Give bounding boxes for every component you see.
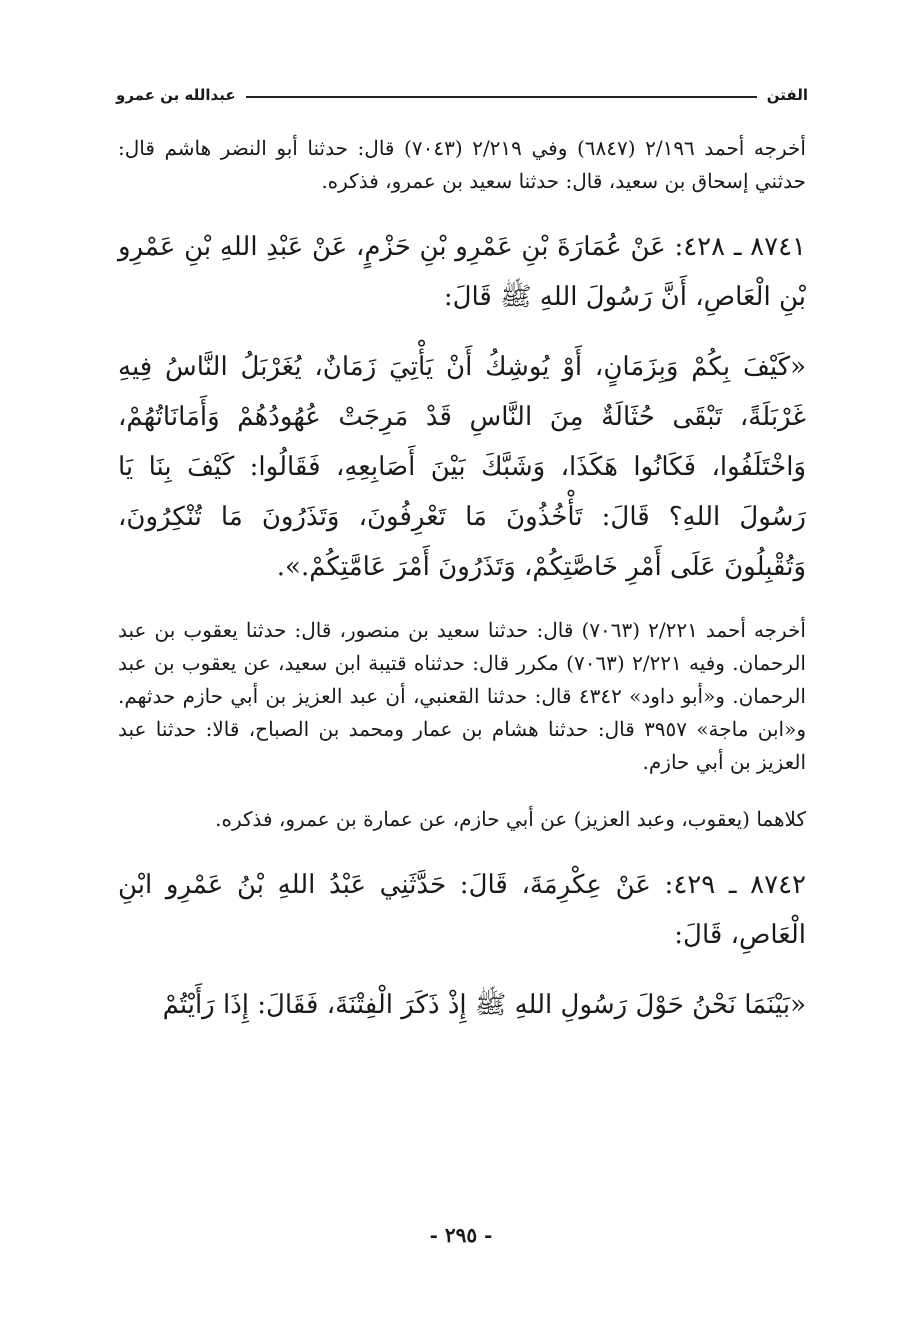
header-chapter-title: الفتن <box>766 86 808 104</box>
takhrij-note-3: كلاهما (يعقوب، وعبد العزيز) عن أبي حازم، عن عمارة بن عمرو، فذكره. <box>215 807 806 831</box>
hadith-8741-matn: «كَيْفَ بِكُمْ وَبِزَمَانٍ، أَوْ يُوشِكُ أَنْ يَأْتِيَ زَمَانٌ، يُغَرْبَلُ النَّاسُ فِيهِ غَرْبَلَةً، تَبْقَى حُثَالَةٌ مِنَ النَّاسِ قَدْ مَرِجَتْ عُهُودُهُمْ وَأَمَانَاتُهُمْ، وَاخْتَلَفُوا، فَكَانُوا هَكَذَا، وَشَبَّكَ بَيْنَ أَصَابِعِهِ، فَقَالُوا: كَيْفَ بِنَا يَا رَسُولَ اللهِ؟ قَالَ: تَأْخُذُونَ مَا تَعْرِفُونَ، وَتَذَرُونَ مَا تُنْكِرُونَ، وَتُقْبِلُونَ عَلَى أَمْرِ خَاصَّتِكُمْ، وَتَذَرُونَ أَمْرَ عَامَّتِكُمْ.». <box>118 352 806 582</box>
running-header <box>116 84 808 106</box>
header-narrator-name: عبدالله بن عمرو <box>116 86 236 104</box>
page-body <box>118 132 806 1052</box>
hadith-8741-isnad: ٨٧٤١ ـ ٤٢٨: عَنْ عُمَارَةَ بْنِ عَمْرِو بْنِ حَزْمٍ، عَنْ عَبْدِ اللهِ بْنِ عَمْرِو بْنِ الْعَاصِ، أَنَّ رَسُولَ اللهِ ﷺ قَالَ: <box>118 232 806 312</box>
hadith-8742-matn: «بَيْنَمَا نَحْنُ حَوْلَ رَسُولِ اللهِ ﷺ إِذْ ذَكَرَ الْفِتْنَةَ، فَقَالَ: إِذَا رَأَيْتُمْ <box>162 990 806 1020</box>
page-number: - ٢٩٥ - <box>429 1223 493 1247</box>
takhrij-note-2: أخرجه أحمد ٢/٢٢١ (٧٠٦٣) قال: حدثنا سعيد بن منصور، قال: حدثنا يعقوب بن عبد الرحمان. وفيه ٢/٢٢١ (٧٠٦٣) مكرر قال: حدثناه قتيبة ابن سعيد، عن يعقوب بن عبد الرحمان. و«أبو داود» ٤٣٤٢ قال: حدثنا القعنبي، أن عبد العزيز بن أبي حازم حدثهم. و«ابن ماجة» ٣٩٥٧ قال: حدثنا هشام بن عمار ومحمد بن الصباح، قالا: حدثنا عبد العزيز بن أبي حازم. <box>118 618 806 774</box>
takhrij-note-1: أخرجه أحمد ٢/١٩٦ (٦٨٤٧) وفي ٢/٢١٩ (٧٠٤٣) قال: حدثنا أبو النضر هاشم قال: حدثني إسحاق بن سعيد، قال: حدثنا سعيد بن عمرو، فذكره. <box>118 136 806 193</box>
hadith-8742-isnad: ٨٧٤٢ ـ ٤٢٩: عَنْ عِكْرِمَةَ، قَالَ: حَدَّثَنِي عَبْدُ اللهِ بْنُ عَمْرِو ابْنِ الْعَاصِ، قَالَ: <box>118 870 806 950</box>
header-rule <box>246 96 757 98</box>
